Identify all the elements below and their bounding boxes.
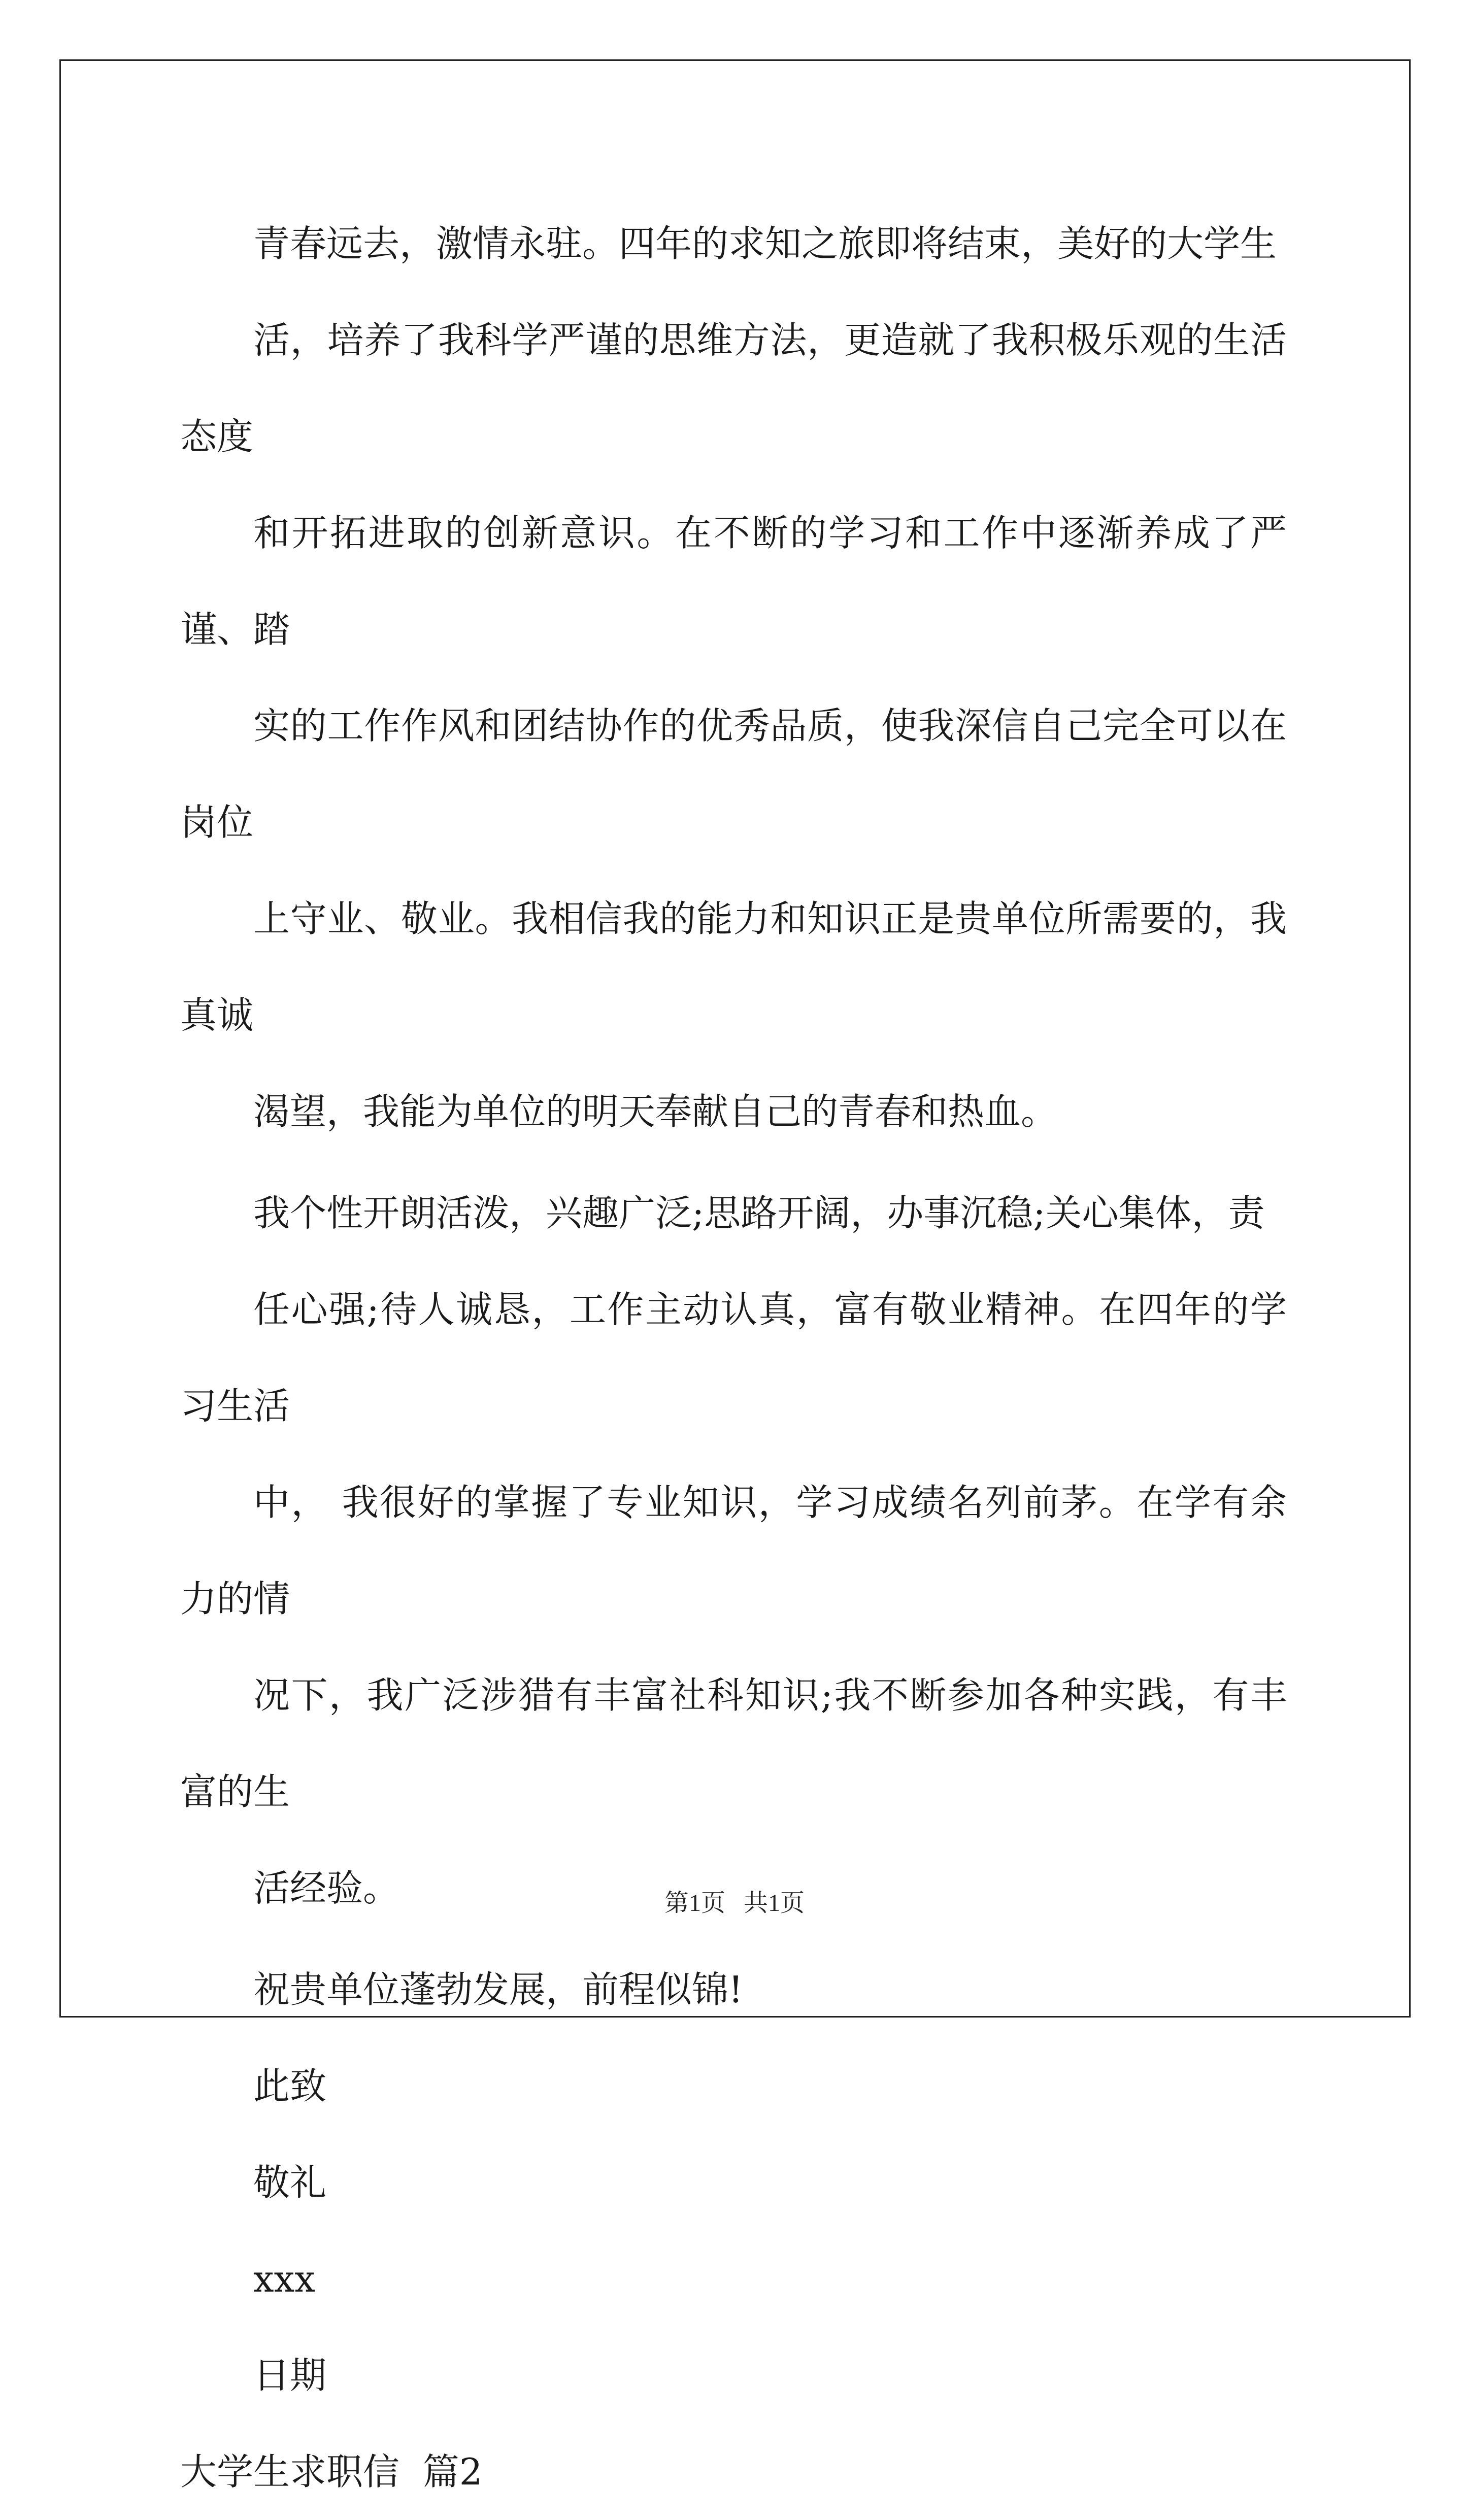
page-number-footer: 第1页 共1页 [664, 1890, 805, 1917]
signature: xxx [253, 2258, 315, 2300]
paragraph-1 [180, 195, 1287, 1160]
next-section-heading: 大学生求职信 篇2 [180, 2450, 483, 2493]
letter-body [180, 195, 1287, 2520]
salutation-cizhi: 此致 [253, 2065, 327, 2107]
paragraph-line: 活，培养了我科学严谨的思维方法，更造就了我积极乐观的生活态度 [180, 319, 1287, 458]
paragraph-2 [180, 1165, 1287, 1936]
date-line: 日期 [253, 2354, 327, 2397]
paragraph-line: 和开拓进取的创新意识。在不断的学习和工作中逐渐养成了严谨、踏 [180, 512, 1287, 651]
paragraph-line: 上守业、敬业。我相信我的能力和知识正是贵单位所需要的，我真诚 [180, 897, 1287, 1036]
closing-wish: 祝贵单位蓬勃发展，前程似锦! [253, 1968, 743, 2011]
paragraph-line: 我个性开朗活泼，兴趣广泛;思路开阔，办事沉稳;关心集体，责 [253, 1192, 1265, 1234]
paragraph-line: 渴望，我能为单位的明天奉献自己的青春和热血。 [253, 1090, 1058, 1133]
salutation-jingli: 敬礼 [253, 2161, 327, 2204]
paragraph-line: 实的工作作风和团结协作的优秀品质，使我深信自己完全可以在岗位 [180, 704, 1287, 844]
paragraph-line: 活经验。 [253, 1867, 400, 1909]
paragraph-line: 况下，我广泛涉猎有丰富社科知识;我不断参加各种实践，有丰富的生 [180, 1674, 1287, 1813]
paragraph-line: 任心强;待人诚恳，工作主动认真，富有敬业精神。在四年的学习生活 [180, 1288, 1287, 1427]
paragraph-line: 中， 我很好的掌握了专业知识，学习成绩名列前茅。在学有余力的情 [180, 1481, 1287, 1620]
paragraph-line: 青春远去，激情永驻。四年的求知之旅即将结束，美好的大学生 [253, 222, 1277, 265]
